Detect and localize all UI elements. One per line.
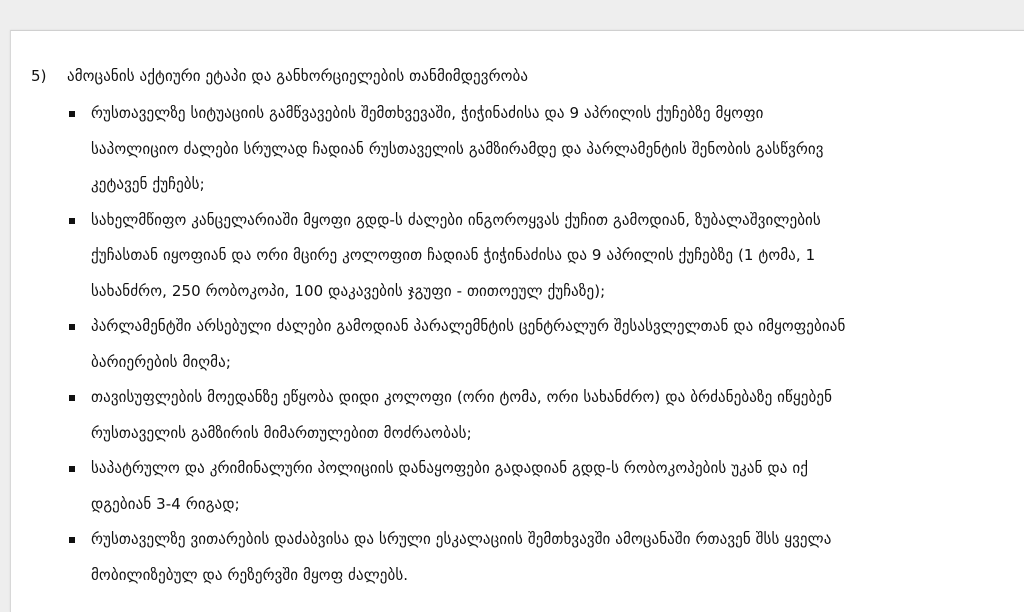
list-item-line: თავისუფლების მოედანზე ეწყობა დიდი კოლოფი (ორი ტომა, ორი სახანძრო) და ბრძანებაზე იწყებენ: [91, 388, 833, 406]
list-item: [65, 522, 995, 593]
list-item-line: ბარიერების მიღმა;: [91, 352, 231, 371]
bullet-list: [65, 96, 995, 593]
list-item-line: სახელმწიფო კანცელარიაში მყოფი გდდ-ს ძალები ინგოროყვას ქუჩით გამოდიან, ზუბალაშვილების: [91, 210, 821, 229]
list-item: [65, 203, 995, 310]
list-item-line: რუსთაველის გამზირის მიმართულებით მოძრაობას;: [91, 423, 472, 442]
section-heading: [31, 67, 528, 85]
list-item-line: რუსთაველზე ვითარების დაძაბვისა და სრული ესკალაციის შემთხვავში ამოცანაში რთავენ შსს ყველა: [91, 530, 832, 548]
list-item-line: ქუჩასთან იყოფიან და ორი მცირე კოლოფით ჩადიან ჭიჭინაძისა და 9 აპრილის ქუჩებზე (1 ტომა, 1: [91, 246, 816, 264]
list-item-line: სახანძრო, 250 რობოკოპი, 100 დაკავების ჯგუფი - თითოეულ ქუჩაზე);: [91, 281, 606, 300]
list-item-line: რუსთაველზე სიტუაციის გამწვავების შემთხვევაში, ჭიჭინაძისა და 9 აპრილის ქუჩებზე მყოფი: [91, 104, 764, 122]
bullet-icon: [69, 324, 75, 330]
list-item-line: საპატრულო და კრიმინალური პოლიციის დანაყოფები გადადიან გდდ-ს რობოკოპების უკან და იქ: [91, 459, 809, 477]
list-item: [65, 380, 995, 451]
list-item-line: მობილიზებულ და რეზერვში მყოფ ძალებს.: [91, 565, 409, 584]
bullet-icon: [69, 537, 75, 543]
bullet-icon: [69, 218, 75, 224]
bullet-icon: [69, 395, 75, 401]
list-item: [65, 96, 995, 203]
list-item-line: საპოლიციო ძალები სრულად ჩადიან რუსთაველის გამზირამდე და პარლამენტის შენობის გასწვრივ: [91, 139, 824, 158]
list-item-line: კეტავენ ქუჩებს;: [91, 175, 205, 193]
list-item: [65, 309, 995, 380]
list-item-line: პარლამენტში არსებული ძალები გამოდიან პარალემნტის ცენტრალურ შესასვლელთან და იმყოფებიან: [91, 317, 846, 335]
list-item-line: დგებიან 3-4 რიგად;: [91, 494, 240, 513]
section-title: ამოცანის აქტიური ეტაპი და განხორციელების თანმიმდევრობა: [67, 67, 529, 85]
section-number: 5): [31, 67, 47, 85]
list-item: [65, 451, 995, 522]
document-page: [10, 30, 1024, 612]
bullet-icon: [69, 466, 75, 472]
bullet-icon: [69, 111, 75, 117]
